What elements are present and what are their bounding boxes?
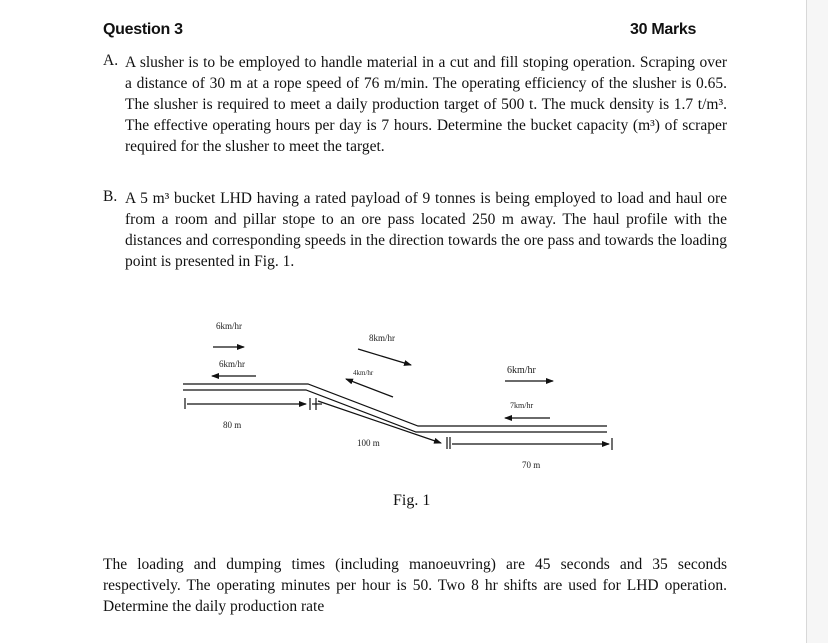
part-b-text: A 5 m³ bucket LHD having a rated payload of 9 tonnes is being employed to load and haul ore from a room and pillar stope to an ore pass located 250 m away. The haul profile with the distances and corresponding speeds in the direction towards the ore pass and towards the loading point is presented in Fig. 1. — [125, 190, 727, 270]
part-a-letter: A. — [103, 52, 119, 69]
part-a-text: A slusher is to be employed to handle material in a cut and fill stoping operation. Scraping over a distance of 30 m at a rope speed of 76 m/min. The operating efficiency of the slusher is 0.65. The slusher is required to meet a daily production target of 500 t. The muck density is 1.7 t/m³. The effective operating hours per day is 7 hours. Determine the bucket capacity (m³) of scraper required for the slusher to meet the target. — [125, 54, 727, 155]
distance-label-3: 70 m — [522, 460, 541, 470]
speed-label-2: 6km/hr — [219, 359, 245, 369]
arrow-up-4km — [346, 379, 393, 397]
speed-label-4: 4km/hr — [353, 369, 374, 377]
dimension-70m — [450, 437, 612, 450]
dimension-80m — [185, 398, 310, 410]
distance-label-1: 80 m — [223, 420, 242, 430]
part-b-letter: B. — [103, 188, 118, 205]
question-marks: 30 Marks — [630, 21, 697, 38]
part-b-continued-text: The loading and dumping times (including manoeuvring) are 45 seconds and 35 seconds respectively. The operating minutes per hour is 50. Two 8 hr shifts are used for LHD operation. Determine the daily production rate — [103, 556, 727, 615]
figure-caption: Fig. 1 — [393, 492, 431, 509]
speed-label-1: 6km/hr — [216, 321, 242, 331]
arrow-down-8km — [358, 349, 411, 365]
speed-label-6: 7km/hr — [510, 401, 534, 410]
speed-label-3: 8km/hr — [369, 333, 395, 343]
speed-label-5: 6km/hr — [507, 365, 536, 376]
question-title: Question 3 — [103, 21, 183, 38]
distance-label-2: 100 m — [357, 438, 380, 448]
